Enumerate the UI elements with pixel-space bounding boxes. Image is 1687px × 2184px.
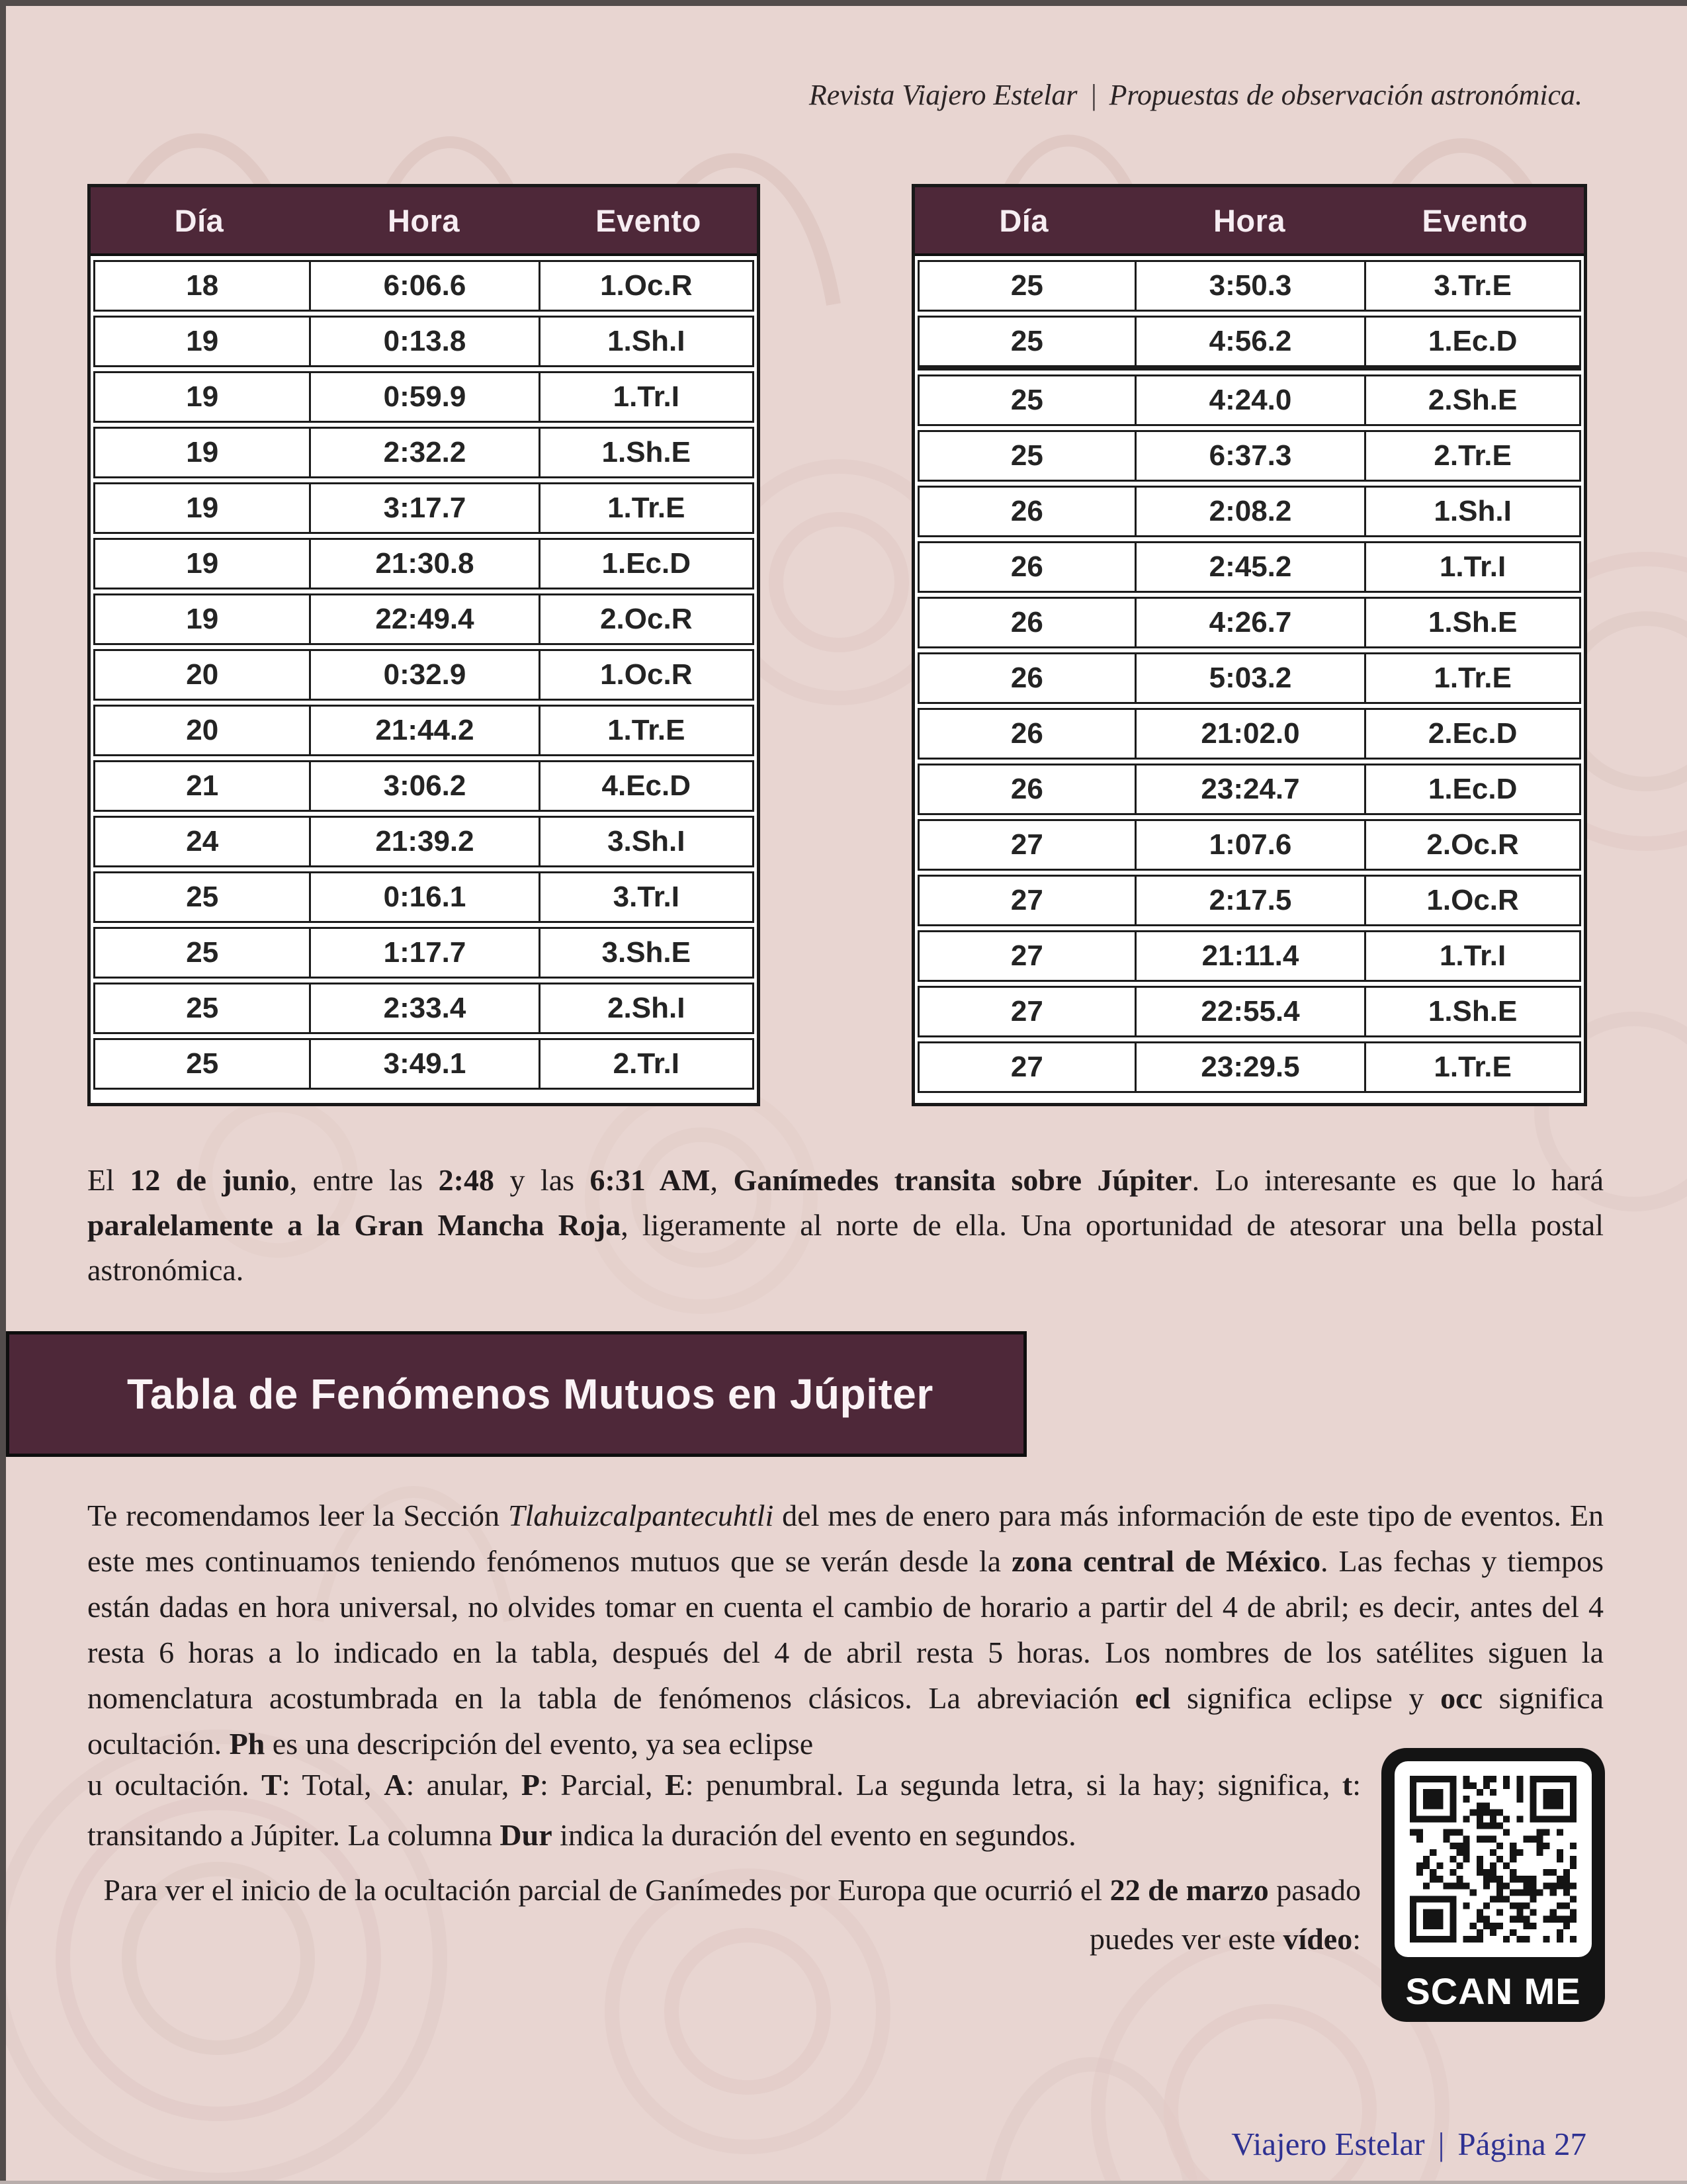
table-cell: 19: [186, 603, 219, 635]
table-cell: 1.Sh.E: [1364, 988, 1579, 1035]
table-cell: 0:59.9: [309, 373, 538, 421]
events-table-right: [912, 184, 1587, 1106]
table-row: [918, 316, 1581, 371]
abbreviation-paragraph: u ocultación. T: Total, A: anular, P: Parcial, E: penumbral. La segunda letra, si la hay; significa, t: transitando a Júpiter. La columna Dur indica la duración del evento en segundos.: [87, 1768, 1362, 1852]
table-cell: 4:56.2: [1135, 318, 1364, 365]
table-cell: 1.Ec.D: [539, 540, 752, 588]
table-cell: 27: [1010, 884, 1043, 916]
table-cell: 6:37.3: [1135, 432, 1364, 480]
table-body: [91, 260, 757, 1090]
table-cell: 26: [1010, 606, 1043, 638]
table-row: [93, 649, 754, 701]
column-header-evento: Evento: [1422, 202, 1528, 238]
table-cell: 3.Sh.E: [539, 929, 752, 977]
table-cell: 1.Oc.R: [1364, 877, 1579, 924]
qr-scan-label: SCAN ME: [1405, 1970, 1581, 2012]
intro-paragraph: El 12 de junio, entre las 2:48 y las 6:31 AM, Ganímedes transita sobre Júpiter. Lo interesante es que lo hará paralelamente a la Gran Mancha Roja, ligeramente al norte de ella. Una oportunidad de atesorar una bella postal astronómica.: [87, 1163, 1604, 1287]
table-row: [93, 538, 754, 590]
table-cell: 25: [186, 936, 219, 969]
qr-code: [1381, 1748, 1605, 2022]
video-note: Para ver el inicio de la ocultación parcial de Ganímedes por Europa que ocurrió el 22 de marzo pasado puedes ver este vídeo:: [103, 1873, 1361, 1956]
table-row: [918, 486, 1581, 537]
qr-pattern-area: [1395, 1761, 1592, 1957]
table-cell: 22:55.4: [1135, 988, 1364, 1035]
table-cell: 1.Sh.E: [539, 429, 752, 476]
table-cell: 23:24.7: [1135, 765, 1364, 813]
table-cell: 18: [186, 269, 219, 302]
running-head-subtitle: Propuestas de observación astronómica.: [1109, 79, 1582, 111]
table-row: [918, 764, 1581, 815]
table-cell: 3.Tr.I: [539, 873, 752, 921]
table-cell: 2.Ec.D: [1364, 710, 1579, 758]
table-cell: 3:49.1: [309, 1040, 538, 1088]
table-cell: 24: [186, 825, 219, 857]
table-cell: 3.Sh.I: [539, 818, 752, 865]
table-cell: 21: [186, 769, 219, 802]
table-header-row: [915, 187, 1584, 256]
table-cell: 1.Tr.I: [539, 373, 752, 421]
table-cell: 26: [1010, 717, 1043, 750]
table-cell: 25: [186, 1047, 219, 1080]
table-cell: 25: [1010, 269, 1043, 302]
page-left-border: [0, 0, 6, 2184]
table-row: [93, 760, 754, 812]
table-row: [93, 816, 754, 867]
table-cell: 2:33.4: [309, 984, 538, 1032]
table-cell: 26: [1010, 550, 1043, 583]
table-cell: 2.Tr.E: [1364, 432, 1579, 480]
table-cell: 3:17.7: [309, 484, 538, 532]
table-row: [93, 427, 754, 478]
table-cell: 1.Tr.E: [1364, 654, 1579, 702]
table-cell: 21:30.8: [309, 540, 538, 588]
table-cell: 21:02.0: [1135, 710, 1364, 758]
table-cell: 1.Ec.D: [1364, 765, 1579, 813]
table-cell: 2:08.2: [1135, 488, 1364, 535]
page-top-border: [0, 0, 1687, 6]
table-cell: 25: [1010, 325, 1043, 357]
table-cell: 26: [1010, 773, 1043, 805]
column-header-dia: Día: [174, 202, 224, 238]
page-bottom-border: [0, 2181, 1687, 2184]
table-cell: 26: [1010, 662, 1043, 694]
table-cell: 20: [186, 658, 219, 691]
table-cell: 21:44.2: [309, 707, 538, 754]
table-cell: 3:06.2: [309, 762, 538, 810]
table-cell: 25: [1010, 439, 1043, 472]
table-row: [918, 541, 1581, 593]
table-cell: 0:16.1: [309, 873, 538, 921]
table-row: [918, 819, 1581, 871]
table-row: [918, 875, 1581, 926]
table-row: [93, 871, 754, 923]
table-cell: 19: [186, 436, 219, 468]
table-cell: 25: [186, 992, 219, 1024]
table-cell: 2.Sh.E: [1364, 376, 1579, 424]
magazine-name: Revista Viajero Estelar: [808, 79, 1078, 111]
table-body: [915, 260, 1584, 1093]
table-cell: 1.Tr.E: [1364, 1043, 1579, 1091]
table-row: [918, 374, 1581, 426]
table-header-row: [91, 187, 757, 256]
running-head: [809, 78, 1582, 112]
table-row: [918, 597, 1581, 648]
table-cell: 2.Oc.R: [1364, 821, 1579, 869]
table-row: [918, 708, 1581, 760]
footer-page-number: Página 27: [1457, 2126, 1586, 2162]
table-cell: 19: [186, 547, 219, 580]
table-cell: 1.Oc.R: [539, 262, 752, 310]
table-cell: 1.Ec.D: [1364, 318, 1579, 365]
table-row: [918, 986, 1581, 1037]
table-cell: 1.Tr.E: [539, 707, 752, 754]
table-row: [93, 593, 754, 645]
table-row: [93, 482, 754, 534]
table-cell: 25: [186, 881, 219, 913]
table-cell: 27: [1010, 828, 1043, 861]
page-footer: [1231, 2125, 1586, 2163]
table-cell: 23:29.5: [1135, 1043, 1364, 1091]
table-cell: 4:26.7: [1135, 599, 1364, 646]
events-table-left: [87, 184, 760, 1106]
table-cell: 0:32.9: [309, 651, 538, 699]
table-cell: 1.Sh.I: [539, 318, 752, 365]
table-cell: 3.Tr.E: [1364, 262, 1579, 310]
table-row: [918, 652, 1581, 704]
table-cell: 1:17.7: [309, 929, 538, 977]
table-cell: 21:11.4: [1135, 932, 1364, 980]
running-head-separator: |: [1089, 79, 1098, 111]
table-row: [93, 1038, 754, 1090]
table-cell: 1.Tr.I: [1364, 543, 1579, 591]
column-header-dia: Día: [999, 202, 1049, 238]
table-cell: 27: [1010, 939, 1043, 972]
table-cell: 5:03.2: [1135, 654, 1364, 702]
column-header-hora: Hora: [387, 202, 460, 238]
section-title: Tabla de Fenómenos Mutuos en Júpiter: [127, 1370, 933, 1418]
table-cell: 2:45.2: [1135, 543, 1364, 591]
table-cell: 21:39.2: [309, 818, 538, 865]
table-cell: 26: [1010, 495, 1043, 527]
table-cell: 2.Sh.I: [539, 984, 752, 1032]
table-cell: 25: [1010, 384, 1043, 416]
table-cell: 1.Sh.E: [1364, 599, 1579, 646]
table-cell: 19: [186, 492, 219, 524]
table-row: [93, 316, 754, 367]
table-cell: 4.Ec.D: [539, 762, 752, 810]
column-header-hora: Hora: [1213, 202, 1286, 238]
table-cell: 1.Sh.I: [1364, 488, 1579, 535]
table-row: [918, 1041, 1581, 1093]
table-row: [93, 260, 754, 312]
table-row: [93, 371, 754, 423]
main-paragraph: Te recomendamos leer la Sección Tlahuizcalpantecuhtli del mes de enero para más información de este tipo de eventos. En este mes continuamos teniendo fenómenos mutuos que se verán desde la zona central de México. Las fechas y tiempos están dadas en hora universal, no olvides tomar en cuenta el cambio de horario a partir del 4 de abril; es decir, antes del 4 resta 6 horas a lo indicado en la tabla, después del 4 de abril resta 5 horas. Los nombres de los satélites siguen la nomenclatura acostumbrada en la tabla de fenómenos clásicos. La abreviación ecl significa eclipse y occ significa ocultación. Ph es una descripción del evento, ya sea eclipse: [87, 1499, 1604, 1761]
table-row: [93, 927, 754, 979]
table-row: [918, 430, 1581, 482]
table-cell: 2:17.5: [1135, 877, 1364, 924]
table-cell: 19: [186, 380, 219, 413]
footer-brand: Viajero Estelar: [1231, 2126, 1425, 2162]
table-cell: 19: [186, 325, 219, 357]
table-cell: 6:06.6: [309, 262, 538, 310]
table-row: [93, 705, 754, 756]
section-banner: [6, 1331, 1027, 1457]
table-cell: 3:50.3: [1135, 262, 1364, 310]
table-cell: 1.Tr.E: [539, 484, 752, 532]
column-header-evento: Evento: [595, 202, 701, 238]
table-cell: 27: [1010, 995, 1043, 1027]
table-cell: 27: [1010, 1051, 1043, 1083]
qr-pattern: [1410, 1776, 1577, 1943]
table-row: [918, 930, 1581, 982]
footer-separator: |: [1438, 2126, 1445, 2162]
table-cell: 1:07.6: [1135, 821, 1364, 869]
table-row: [93, 983, 754, 1034]
table-row: [918, 260, 1581, 312]
table-cell: 2:32.2: [309, 429, 538, 476]
table-cell: 1.Tr.I: [1364, 932, 1579, 980]
table-cell: 2.Tr.I: [539, 1040, 752, 1088]
table-cell: 2.Oc.R: [539, 595, 752, 643]
table-cell: 20: [186, 714, 219, 746]
table-cell: 0:13.8: [309, 318, 538, 365]
table-cell: 1.Oc.R: [539, 651, 752, 699]
table-cell: 22:49.4: [309, 595, 538, 643]
table-cell: 4:24.0: [1135, 376, 1364, 424]
